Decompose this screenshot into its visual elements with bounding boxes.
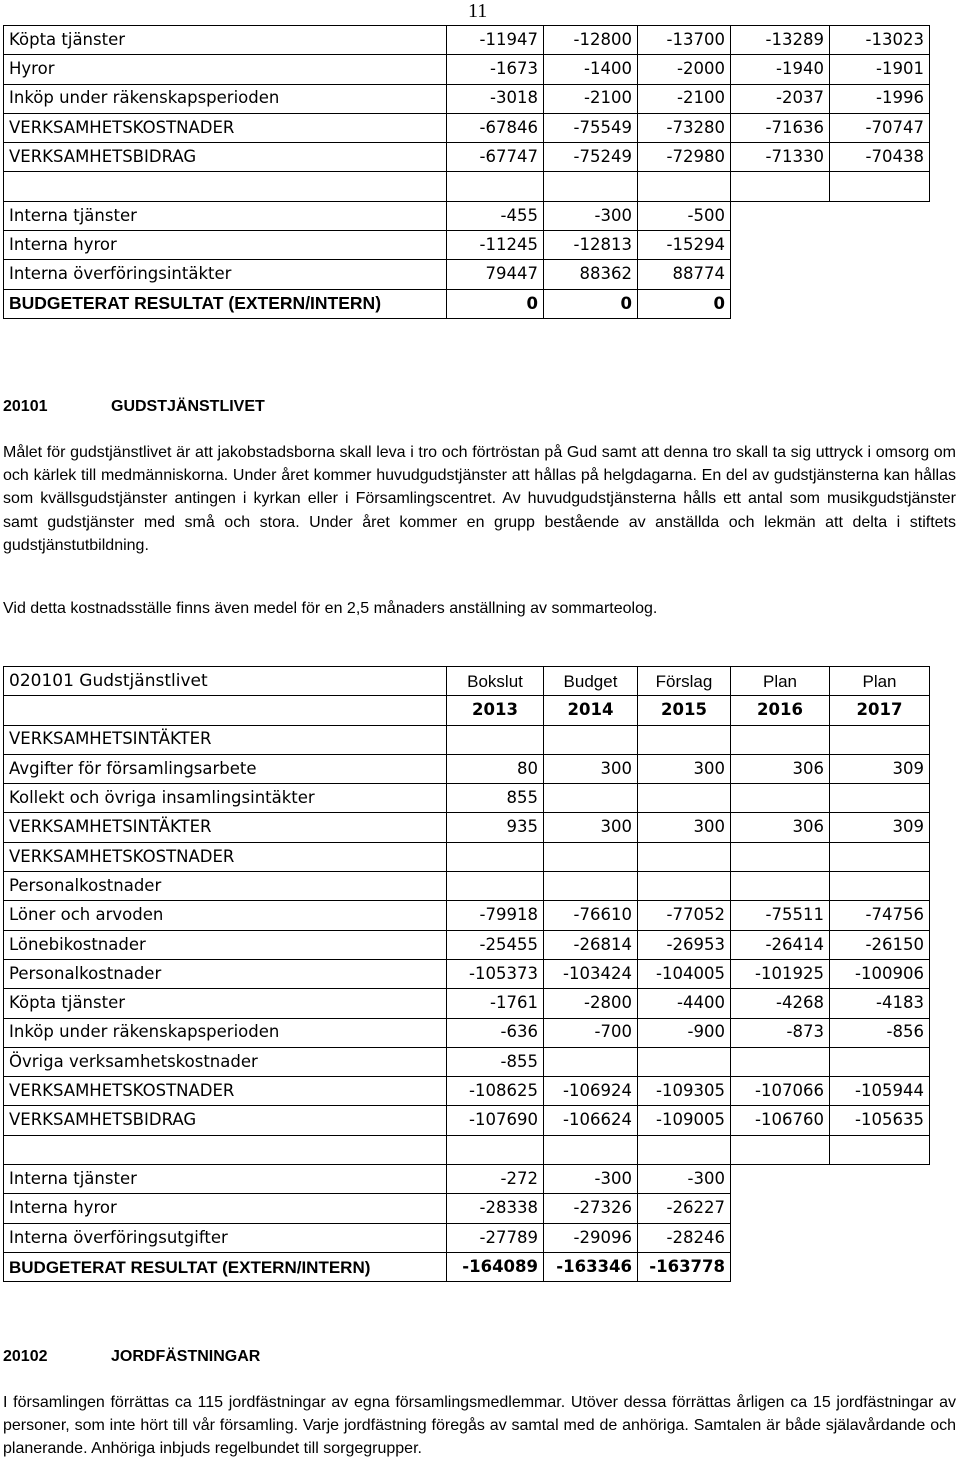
cell-value xyxy=(544,1135,638,1164)
cell-value xyxy=(638,784,731,813)
row-label: Personalkostnader xyxy=(4,959,447,988)
row-label: Inköp under räkenskapsperioden xyxy=(4,84,447,113)
cell-value: -1761 xyxy=(447,989,544,1018)
cell-value xyxy=(830,231,930,260)
cell-value: -27326 xyxy=(544,1194,638,1223)
cell-value: -2800 xyxy=(544,989,638,1018)
cell-value xyxy=(638,842,731,871)
table-row xyxy=(4,1047,930,1076)
cell-value: -106760 xyxy=(731,1106,830,1135)
cell-value: 88774 xyxy=(638,260,731,289)
cell-value: -13023 xyxy=(830,26,930,55)
cell-value: -272 xyxy=(447,1165,544,1194)
cell-value: 0 xyxy=(638,289,731,318)
cell-value xyxy=(731,872,830,901)
table-row xyxy=(4,1077,930,1106)
table-row xyxy=(4,289,930,318)
cell-value: 935 xyxy=(447,813,544,842)
cell-value: 300 xyxy=(544,813,638,842)
cell-value xyxy=(830,201,930,230)
row-label: Interna hyror xyxy=(4,1194,447,1223)
cell-value: -13700 xyxy=(638,26,731,55)
cell-value: -1940 xyxy=(731,55,830,84)
budget-table-gudstjanstlivet xyxy=(3,666,930,1282)
cell-value: -67747 xyxy=(447,143,544,172)
cell-value xyxy=(830,842,930,871)
table-row xyxy=(4,55,930,84)
section-heading-gudstjanstlivet xyxy=(3,398,265,416)
row-label xyxy=(4,172,447,201)
cell-value: -79918 xyxy=(447,901,544,930)
section-code: 20102 xyxy=(3,1348,48,1365)
row-label: Löner och arvoden xyxy=(4,901,447,930)
table-row xyxy=(4,84,930,113)
table-row xyxy=(4,872,930,901)
cell-value: -26953 xyxy=(638,930,731,959)
column-year: 2013 xyxy=(447,696,544,725)
cell-value: -1400 xyxy=(544,55,638,84)
cell-value: -103424 xyxy=(544,959,638,988)
cell-value xyxy=(830,260,930,289)
cell-value xyxy=(638,172,731,201)
row-label: VERKSAMHETSKOSTNADER xyxy=(4,842,447,871)
cell-value: -900 xyxy=(638,1018,731,1047)
cell-value xyxy=(447,1135,544,1164)
cell-value: -108625 xyxy=(447,1077,544,1106)
cell-value xyxy=(830,1165,930,1194)
section-title: JORDFÄSTNINGAR xyxy=(111,1348,261,1365)
cell-value: -26414 xyxy=(731,930,830,959)
row-label: Köpta tjänster xyxy=(4,26,447,55)
section-heading-jordfastningar xyxy=(3,1348,260,1366)
cell-value: -2000 xyxy=(638,55,731,84)
cell-value: -105635 xyxy=(830,1106,930,1135)
table-row xyxy=(4,172,930,201)
section-paragraph: Målet för gudstjänstlivet är att jakobstadsborna skall leva i tro och förtröstan på Gud samt att denna tro skall ta sig uttryck i omsorg om och kärlek till medmänniskorna. Under året kommer huvudgudstjänster att hållas på helgdagarna. En del av gudstjänsterna kan hållas som kvällsgudstjänster antingen i kyrkan eller i Församlingscentret. Av huvudgudstjänsterna hålls ett antal som musikgudstjänster samt gudstjänster med små och stora. Under året kommer en grupp bestående av anställda och lekmän att delta i stiftets gudstjänstutbildning. xyxy=(3,444,956,554)
cell-value: -163778 xyxy=(638,1252,731,1281)
cell-value xyxy=(830,1135,930,1164)
cell-value: -455 xyxy=(447,201,544,230)
cell-value: -300 xyxy=(638,1165,731,1194)
table-row xyxy=(4,1165,930,1194)
cell-value xyxy=(731,201,830,230)
cell-value: 309 xyxy=(830,813,930,842)
table-row xyxy=(4,1223,930,1252)
row-label: BUDGETERAT RESULTAT (EXTERN/INTERN) xyxy=(4,289,447,318)
cell-value: 300 xyxy=(638,754,731,783)
cell-value: -164089 xyxy=(447,1252,544,1281)
column-header: Plan xyxy=(731,667,830,696)
cell-value xyxy=(544,872,638,901)
table-row xyxy=(4,959,930,988)
cell-value: -856 xyxy=(830,1018,930,1047)
cell-value: -70747 xyxy=(830,113,930,142)
cell-value: -73280 xyxy=(638,113,731,142)
cell-value xyxy=(447,842,544,871)
cell-value: 300 xyxy=(638,813,731,842)
row-label: Interna överföringsintäkter xyxy=(4,260,447,289)
table-header-row xyxy=(4,667,930,696)
row-label: Personalkostnader xyxy=(4,872,447,901)
cell-value xyxy=(544,784,638,813)
table-row xyxy=(4,989,930,1018)
cell-value: -101925 xyxy=(731,959,830,988)
table-row xyxy=(4,901,930,930)
table-row xyxy=(4,201,930,230)
cell-value: -700 xyxy=(544,1018,638,1047)
cell-value xyxy=(544,1047,638,1076)
row-label: Lönebikostnader xyxy=(4,930,447,959)
cell-value: -74756 xyxy=(830,901,930,930)
row-label: VERKSAMHETSBIDRAG xyxy=(4,143,447,172)
cell-value: -12800 xyxy=(544,26,638,55)
cell-value: -28246 xyxy=(638,1223,731,1252)
cell-value: -77052 xyxy=(638,901,731,930)
cell-value xyxy=(830,1223,930,1252)
section-title: GUDSTJÄNSTLIVET xyxy=(111,398,265,415)
column-year: 2015 xyxy=(638,696,731,725)
cell-value: -71636 xyxy=(731,113,830,142)
cell-value: -1673 xyxy=(447,55,544,84)
cell-value: -29096 xyxy=(544,1223,638,1252)
cell-value: -855 xyxy=(447,1047,544,1076)
cell-value: 79447 xyxy=(447,260,544,289)
cell-value: -4268 xyxy=(731,989,830,1018)
row-label: VERKSAMHETSBIDRAG xyxy=(4,1106,447,1135)
cell-value xyxy=(731,289,830,318)
cell-value xyxy=(447,725,544,754)
section-paragraph: I församlingen förrättas ca 115 jordfästningar av egna församlingsmedlemmar. Utöver dessa förrättas årligen ca 15 jordfästningar av personer, som inte hört till vår församling. Varje jordfästning föregås av samtal med de anhöriga. Samtalen är både själavårdande och planerande. Anhöriga inbjuds regelbundet till sorgegrupper. xyxy=(3,1394,956,1458)
cell-value xyxy=(731,260,830,289)
table-row xyxy=(4,1252,930,1281)
cell-value: -1901 xyxy=(830,55,930,84)
cell-value xyxy=(830,289,930,318)
cell-value xyxy=(638,1047,731,1076)
cell-value: -300 xyxy=(544,201,638,230)
table-row xyxy=(4,26,930,55)
row-label: Kollekt och övriga insamlingsintäkter xyxy=(4,784,447,813)
cell-value: 0 xyxy=(544,289,638,318)
cell-value xyxy=(830,725,930,754)
table-row xyxy=(4,260,930,289)
cell-value: 855 xyxy=(447,784,544,813)
cell-value: -26150 xyxy=(830,930,930,959)
cell-value: 306 xyxy=(731,813,830,842)
row-label: Inköp under räkenskapsperioden xyxy=(4,1018,447,1047)
cell-value xyxy=(544,725,638,754)
cell-value: -75511 xyxy=(731,901,830,930)
cell-value: -104005 xyxy=(638,959,731,988)
table-row xyxy=(4,813,930,842)
table-row xyxy=(4,754,930,783)
table-title: 020101 Gudstjänstlivet xyxy=(4,667,447,696)
empty-cell xyxy=(4,696,447,725)
cell-value: -76610 xyxy=(544,901,638,930)
row-label xyxy=(4,1135,447,1164)
row-label: Interna tjänster xyxy=(4,201,447,230)
cell-value: 80 xyxy=(447,754,544,783)
cell-value: -75549 xyxy=(544,113,638,142)
column-year: 2016 xyxy=(731,696,830,725)
table-row xyxy=(4,1106,930,1135)
cell-value: -107066 xyxy=(731,1077,830,1106)
column-header: Bokslut xyxy=(447,667,544,696)
cell-value: -163346 xyxy=(544,1252,638,1281)
table-row xyxy=(4,725,930,754)
cell-value xyxy=(731,1194,830,1223)
cell-value: -109305 xyxy=(638,1077,731,1106)
row-label: Köpta tjänster xyxy=(4,989,447,1018)
row-label: Interna tjänster xyxy=(4,1165,447,1194)
cell-value xyxy=(638,725,731,754)
cell-value xyxy=(544,172,638,201)
cell-value: -107690 xyxy=(447,1106,544,1135)
row-label: Avgifter för församlingsarbete xyxy=(4,754,447,783)
cell-value: 309 xyxy=(830,754,930,783)
cell-value xyxy=(830,1047,930,1076)
row-label: Hyror xyxy=(4,55,447,84)
column-header: Plan xyxy=(830,667,930,696)
cell-value: -873 xyxy=(731,1018,830,1047)
table-row xyxy=(4,1018,930,1047)
cell-value: -71330 xyxy=(731,143,830,172)
table-year-row xyxy=(4,696,930,725)
cell-value xyxy=(731,1135,830,1164)
cell-value: -2100 xyxy=(638,84,731,113)
cell-value: -4183 xyxy=(830,989,930,1018)
section-code: 20101 xyxy=(3,398,48,415)
cell-value: -300 xyxy=(544,1165,638,1194)
cell-value xyxy=(731,1047,830,1076)
row-label: Interna överföringsutgifter xyxy=(4,1223,447,1252)
cell-value: 88362 xyxy=(544,260,638,289)
cell-value xyxy=(830,172,930,201)
cell-value: -13289 xyxy=(731,26,830,55)
column-year: 2014 xyxy=(544,696,638,725)
cell-value: -100906 xyxy=(830,959,930,988)
cell-value xyxy=(447,172,544,201)
cell-value: -70438 xyxy=(830,143,930,172)
cell-value xyxy=(447,872,544,901)
table-row xyxy=(4,842,930,871)
cell-value xyxy=(731,231,830,260)
row-label: BUDGETERAT RESULTAT (EXTERN/INTERN) xyxy=(4,1252,447,1281)
cell-value: -12813 xyxy=(544,231,638,260)
cell-value xyxy=(731,842,830,871)
cell-value xyxy=(830,784,930,813)
cell-value: -28338 xyxy=(447,1194,544,1223)
cell-value: 306 xyxy=(731,754,830,783)
table-row xyxy=(4,784,930,813)
table-row xyxy=(4,1194,930,1223)
row-label: Övriga verksamhetskostnader xyxy=(4,1047,447,1076)
cell-value: -2100 xyxy=(544,84,638,113)
table-row xyxy=(4,930,930,959)
cell-value xyxy=(731,172,830,201)
column-year: 2017 xyxy=(830,696,930,725)
cell-value: -105373 xyxy=(447,959,544,988)
cell-value: -1996 xyxy=(830,84,930,113)
cell-value: -11947 xyxy=(447,26,544,55)
cell-value xyxy=(638,872,731,901)
cell-value xyxy=(731,1165,830,1194)
cell-value xyxy=(731,1252,830,1281)
cell-value xyxy=(544,842,638,871)
cell-value: -11245 xyxy=(447,231,544,260)
budget-table-continued xyxy=(3,25,930,319)
row-label: VERKSAMHETSINTÄKTER xyxy=(4,813,447,842)
cell-value: -3018 xyxy=(447,84,544,113)
cell-value xyxy=(731,784,830,813)
cell-value: -67846 xyxy=(447,113,544,142)
row-label: Interna hyror xyxy=(4,231,447,260)
row-label: VERKSAMHETSKOSTNADER xyxy=(4,1077,447,1106)
cell-value: -72980 xyxy=(638,143,731,172)
cell-value: -106624 xyxy=(544,1106,638,1135)
table-row xyxy=(4,1135,930,1164)
table-row xyxy=(4,143,930,172)
column-header: Budget xyxy=(544,667,638,696)
cell-value xyxy=(830,1252,930,1281)
cell-value: -500 xyxy=(638,201,731,230)
cell-value: -26227 xyxy=(638,1194,731,1223)
table-row xyxy=(4,231,930,260)
cell-value xyxy=(830,1194,930,1223)
cell-value: -25455 xyxy=(447,930,544,959)
cell-value: -105944 xyxy=(830,1077,930,1106)
column-header: Förslag xyxy=(638,667,731,696)
cell-value xyxy=(731,725,830,754)
table-row xyxy=(4,113,930,142)
cell-value: -15294 xyxy=(638,231,731,260)
cell-value xyxy=(638,1135,731,1164)
cell-value: -4400 xyxy=(638,989,731,1018)
cell-value: -27789 xyxy=(447,1223,544,1252)
cell-value: -106924 xyxy=(544,1077,638,1106)
cell-value: 300 xyxy=(544,754,638,783)
row-label: VERKSAMHETSKOSTNADER xyxy=(4,113,447,142)
cell-value: -636 xyxy=(447,1018,544,1047)
cell-value: -75249 xyxy=(544,143,638,172)
cell-value: 0 xyxy=(447,289,544,318)
row-label: VERKSAMHETSINTÄKTER xyxy=(4,725,447,754)
cell-value: -26814 xyxy=(544,930,638,959)
cell-value: -2037 xyxy=(731,84,830,113)
cell-value: -109005 xyxy=(638,1106,731,1135)
page-number: 11 xyxy=(468,0,488,22)
section-paragraph-note: Vid detta kostnadsställe finns även medel för en 2,5 månaders anställning av sommarteolog. xyxy=(3,600,658,617)
cell-value xyxy=(731,1223,830,1252)
cell-value xyxy=(830,872,930,901)
